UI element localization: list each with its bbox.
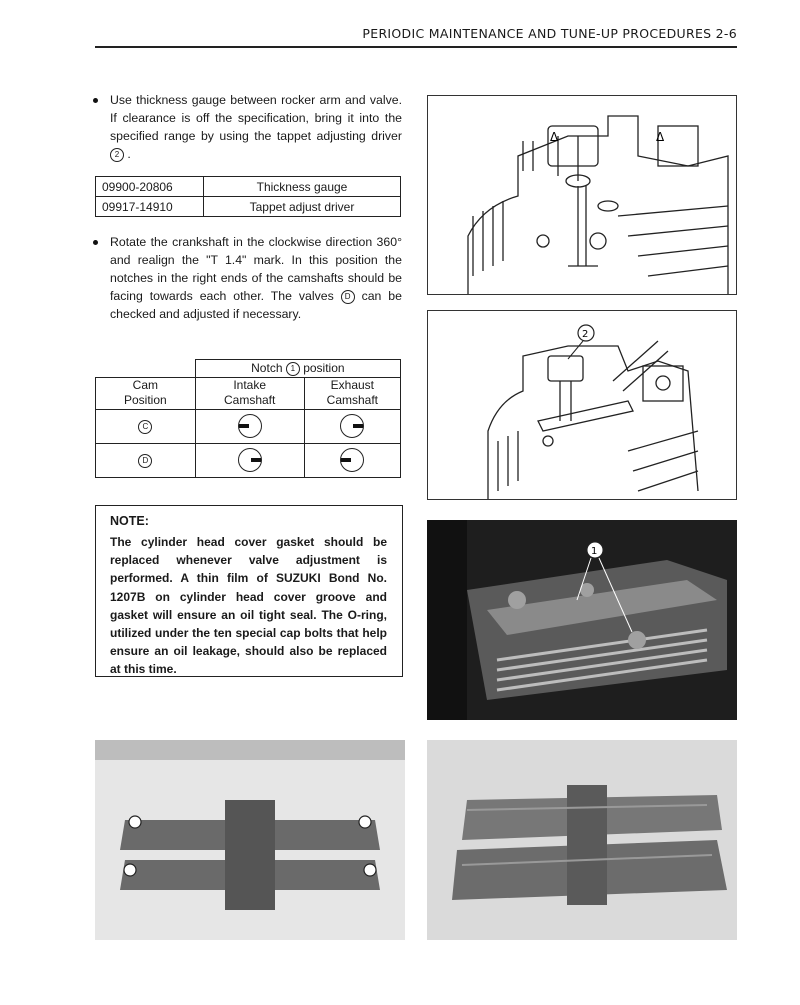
notch-header-suffix: position	[303, 361, 345, 375]
col-cam-position: Cam Position	[96, 377, 196, 409]
paragraph-2-text-b: can be checked and adjusted if necessary.	[110, 289, 402, 321]
paragraph-1	[110, 91, 402, 163]
notch-left-icon	[340, 448, 364, 472]
notch-position-table	[95, 359, 401, 478]
note-box	[95, 505, 403, 677]
notch-left-icon	[238, 414, 262, 438]
col-intake-camshaft: Intake Camshaft	[195, 377, 304, 409]
notch-header	[195, 360, 400, 378]
intake-notch-cell	[195, 409, 304, 443]
ref-circled-1: 1	[286, 362, 300, 376]
note-title: NOTE:	[110, 514, 149, 528]
position-c: C	[138, 420, 152, 434]
tool-description: Thickness gauge	[204, 177, 401, 197]
position-d: D	[138, 454, 152, 468]
table-row	[96, 409, 401, 443]
col-exhaust-camshaft: Exhaust Camshaft	[304, 377, 400, 409]
notch-header-label: Notch	[251, 361, 283, 375]
figure-tappet-adjust-drawing	[427, 310, 737, 500]
triangle-label-a: Δ	[550, 130, 559, 144]
cam-position-cell	[96, 409, 196, 443]
notch-right-icon	[340, 414, 364, 438]
triangle-label-b: Δ	[656, 130, 665, 144]
ref-circled-d: D	[341, 290, 355, 304]
cam-position-cell	[96, 443, 196, 477]
paragraph-1-text: Use thickness gauge between rocker arm and valve. If clearance is off the specification, bring it into the specified range by using the tappet adjusting driver	[110, 93, 402, 143]
bullet-2	[93, 240, 98, 245]
intake-notch-cell	[195, 443, 304, 477]
paragraph-1-end: .	[127, 147, 131, 161]
tool-number: 09917-14910	[96, 197, 204, 217]
page-header	[95, 26, 737, 48]
tappet-line-drawing	[428, 311, 737, 500]
photo-head-cover-angled	[427, 740, 737, 940]
table-row	[96, 177, 401, 197]
header-title: PERIODIC MAINTENANCE AND TUNE-UP PROCEDURES 2-6	[362, 26, 737, 41]
blank-cell	[96, 360, 196, 378]
paragraph-2-text-a: Rotate the crankshaft in the clockwise direction 360° and realign the "T 1.4" mark. In this position the notches in the right ends of the camshafts should be facing towards each other. The valves	[110, 235, 402, 303]
ref-circled-2: 2	[110, 148, 124, 162]
photo-head-cover-top	[95, 740, 405, 940]
exhaust-notch-cell	[304, 443, 400, 477]
exhaust-notch-cell	[304, 409, 400, 443]
figure-label-1: 1	[591, 546, 598, 557]
tool-number: 09900-20806	[96, 177, 204, 197]
table-header-row	[96, 377, 401, 409]
head-cover-photo-illustration	[95, 740, 405, 940]
tool-description: Tappet adjust driver	[204, 197, 401, 217]
paragraph-2	[110, 233, 402, 323]
table-header-row	[96, 360, 401, 378]
photo-engine-cap-bolts	[427, 520, 737, 720]
engine-line-drawing	[428, 96, 737, 295]
bullet-1	[93, 98, 98, 103]
engine-photo-illustration	[427, 520, 737, 720]
notch-right-icon	[238, 448, 262, 472]
tools-table	[95, 176, 401, 217]
figure-label-2: 2	[582, 329, 589, 340]
header-rule	[95, 46, 737, 48]
note-body: The cylinder head cover gasket should be replaced whenever valve adjustment is performed. A thin film of SUZUKI Bond No. 1207B on cylinder head cover groove and gasket will ensure an oil tight seal. The O-ring, utilized under the ten special cap bolts that help ensure an oil leakage, should also be replaced at this time.	[110, 535, 387, 677]
head-cover-angled-illustration	[427, 740, 737, 940]
table-row	[96, 197, 401, 217]
figure-thickness-gauge-drawing	[427, 95, 737, 295]
table-row	[96, 443, 401, 477]
